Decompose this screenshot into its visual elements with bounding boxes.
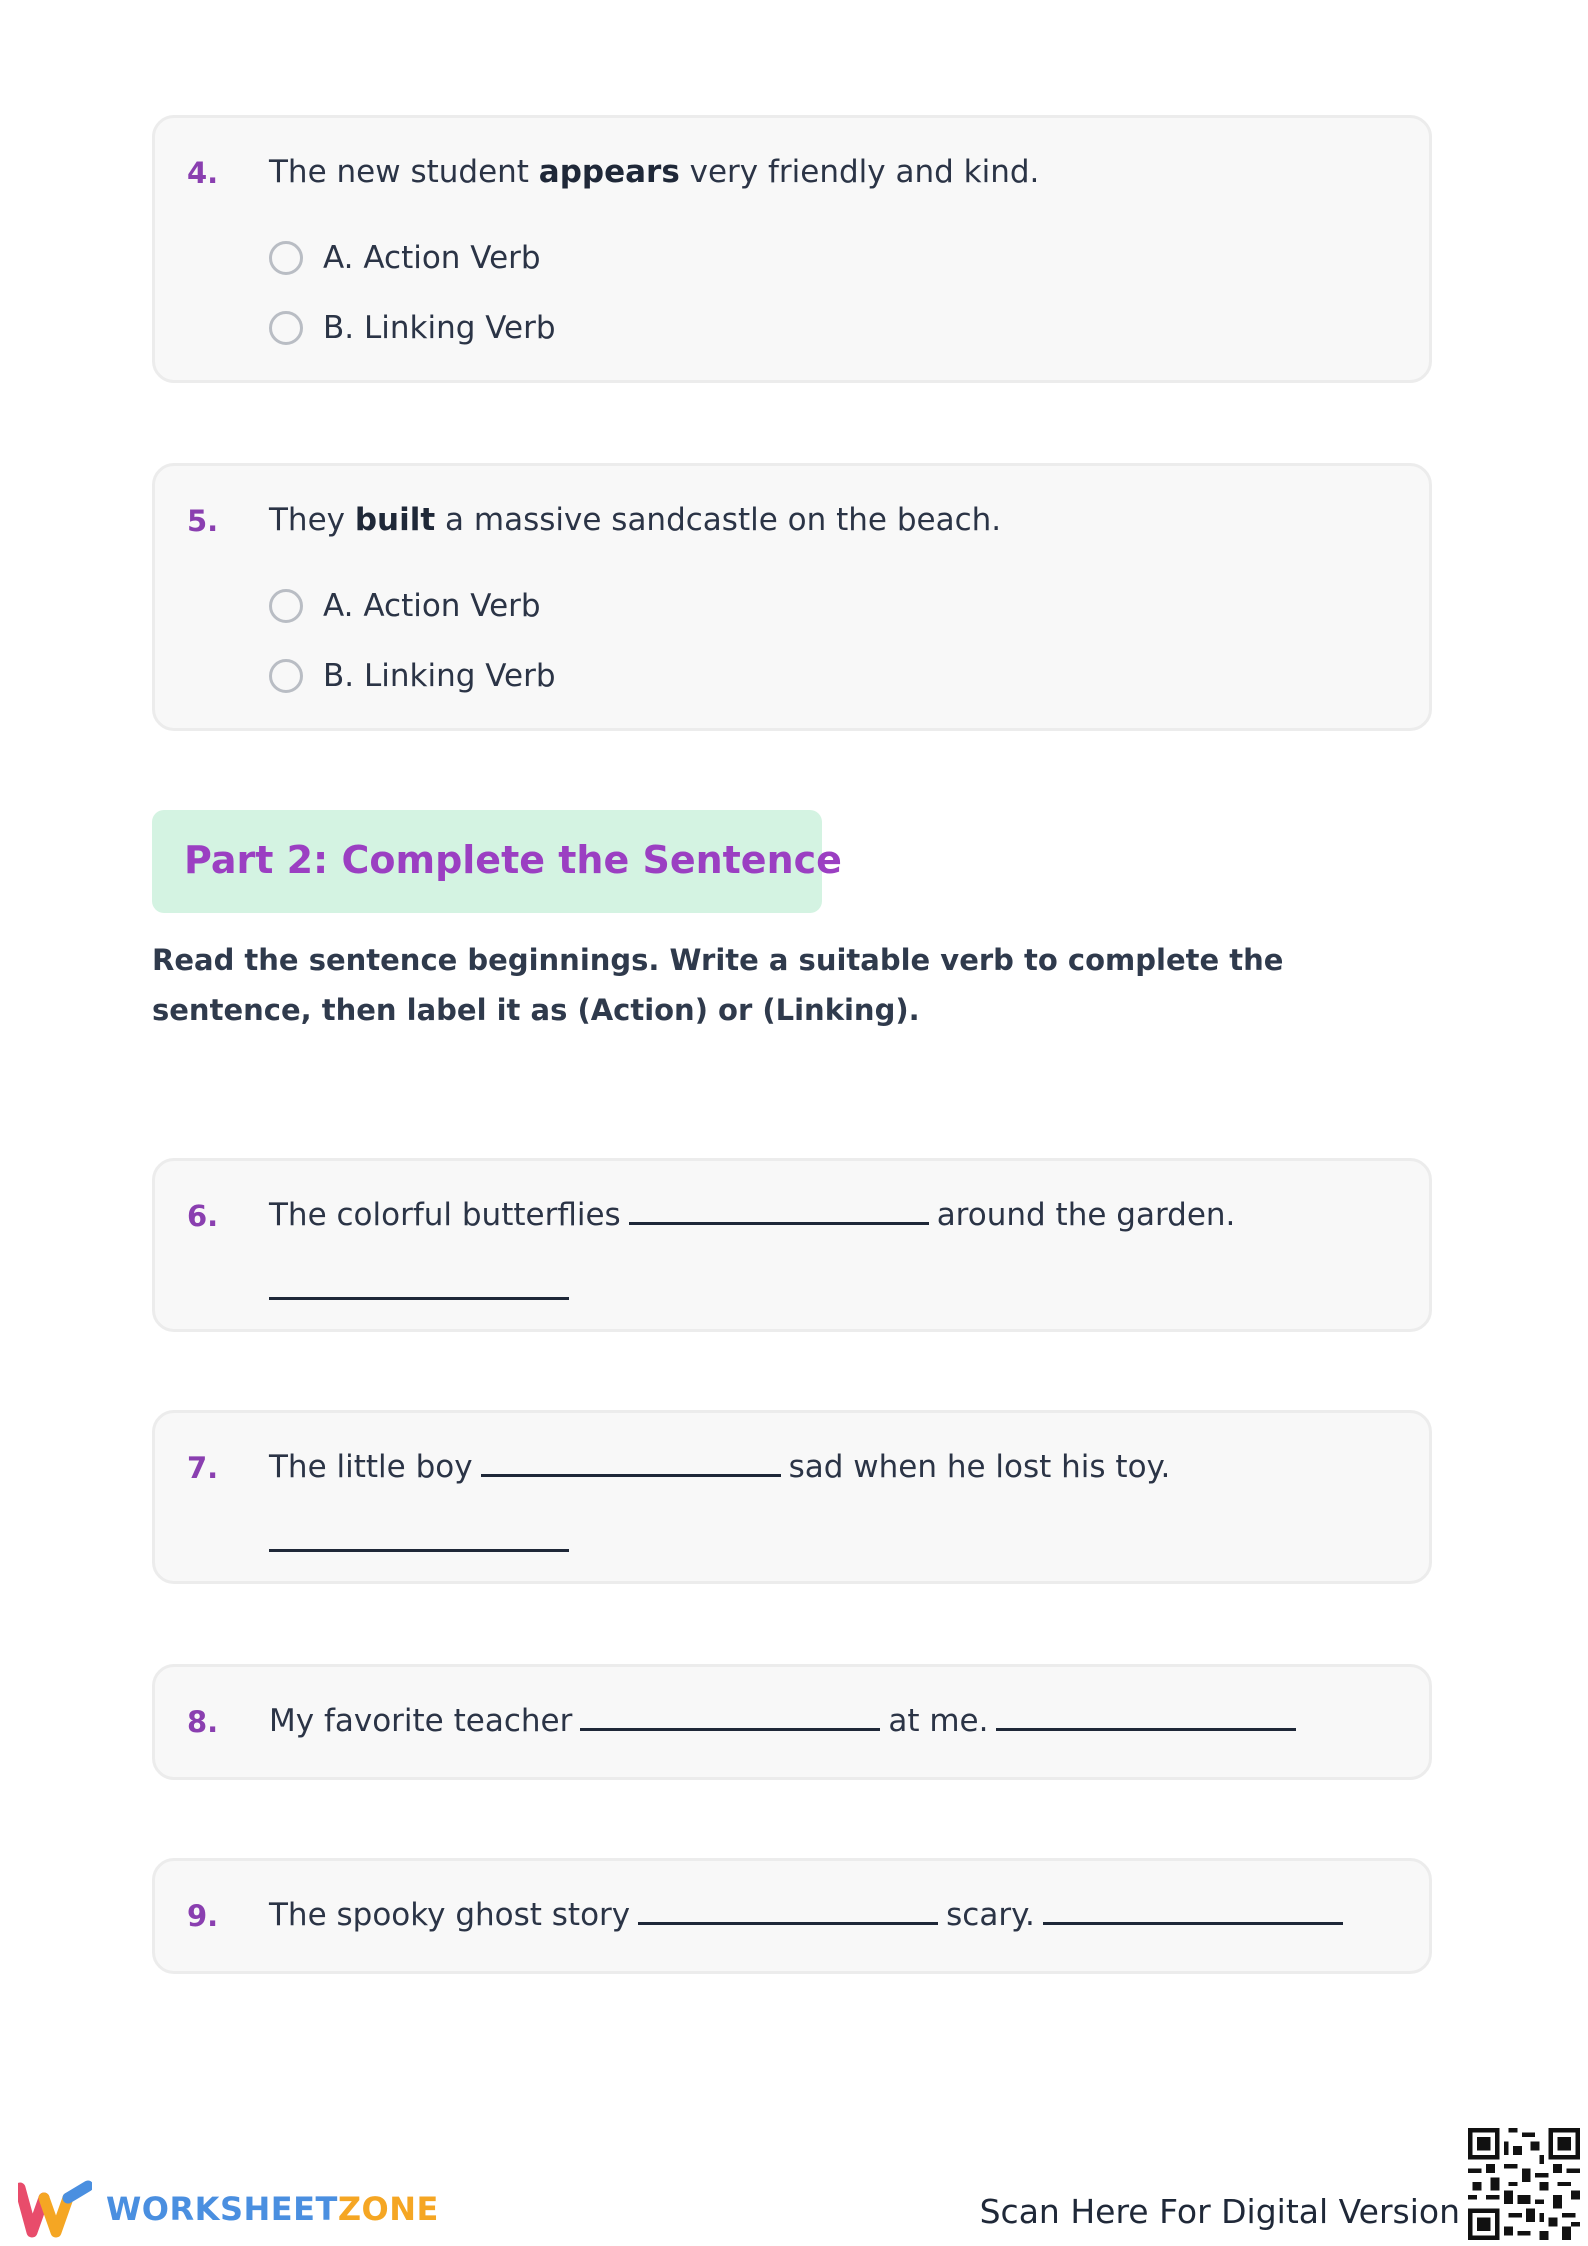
question-number: 6. (187, 1199, 219, 1233)
option-label: B. Linking Verb (323, 658, 556, 694)
verb-blank[interactable] (481, 1454, 781, 1477)
sentence-end: scary. (946, 1897, 1035, 1933)
question-text-end: a massive sandcastle on the beach. (435, 502, 1002, 538)
verb-blank[interactable] (580, 1708, 880, 1731)
label-blank[interactable] (269, 1549, 569, 1552)
question-verb: built (354, 502, 436, 538)
label-blank[interactable] (1043, 1902, 1343, 1925)
sentence-start: The colorful butterflies (269, 1197, 621, 1233)
logo-text (106, 2190, 439, 2228)
part-2-header (152, 810, 842, 913)
question-text (269, 154, 1039, 190)
sentence (269, 1449, 1170, 1485)
sentence (269, 1703, 1304, 1739)
option-label: B. Linking Verb (323, 310, 556, 346)
sentence-start: The spooky ghost story (269, 1897, 631, 1933)
logo-text-zone: ZONE (337, 2190, 439, 2228)
question-number: 9. (187, 1899, 219, 1933)
qr-code-icon[interactable] (1468, 2128, 1580, 2240)
worksheetzone-logo[interactable] (18, 2180, 439, 2238)
question-number: 8. (187, 1705, 219, 1739)
instructions: Read the sentence beginnings. Write a suitable verb to complete the sentence, then label it as (Action) or (Linking). (152, 943, 1284, 1027)
sentence (269, 1197, 1235, 1233)
logo-text-worksheet: WORKSHEET (106, 2190, 338, 2228)
question-text-start: They (269, 502, 355, 538)
radio-button[interactable] (269, 659, 303, 693)
option-a[interactable] (269, 240, 541, 276)
option-b[interactable] (269, 658, 556, 694)
sentence-end: sad when he lost his toy. (788, 1449, 1171, 1485)
verb-blank[interactable] (638, 1902, 938, 1925)
fill-card-8 (152, 1664, 1432, 1780)
label-blank[interactable] (996, 1708, 1296, 1731)
question-text (269, 502, 1001, 538)
radio-button[interactable] (269, 589, 303, 623)
fill-card-6 (152, 1158, 1432, 1332)
radio-button[interactable] (269, 241, 303, 275)
scan-text: Scan Here For Digital Version (979, 2192, 1460, 2231)
question-text-end: very friendly and kind. (679, 154, 1040, 190)
label-blank[interactable] (269, 1297, 569, 1300)
question-card-5 (152, 463, 1432, 731)
sentence-start: The little boy (269, 1449, 473, 1485)
option-label: A. Action Verb (323, 240, 541, 276)
logo-w-icon (18, 2180, 92, 2238)
option-label: A. Action Verb (323, 588, 541, 624)
sentence (269, 1897, 1351, 1933)
sentence-start: My favorite teacher (269, 1703, 573, 1739)
fill-card-7 (152, 1410, 1432, 1584)
question-text-start: The new student (269, 154, 539, 190)
option-b[interactable] (269, 310, 556, 346)
part-title: Part 2: Complete the Sentence (184, 838, 842, 882)
option-a[interactable] (269, 588, 541, 624)
question-card-4 (152, 115, 1432, 383)
fill-card-9 (152, 1858, 1432, 1974)
verb-blank[interactable] (629, 1202, 929, 1225)
sentence-end: around the garden. (936, 1197, 1236, 1233)
question-verb: appears (538, 154, 680, 190)
question-number: 4. (187, 156, 219, 190)
question-number: 7. (187, 1451, 219, 1485)
sentence-end: at me. (888, 1703, 989, 1739)
radio-button[interactable] (269, 311, 303, 345)
question-number: 5. (187, 504, 219, 538)
